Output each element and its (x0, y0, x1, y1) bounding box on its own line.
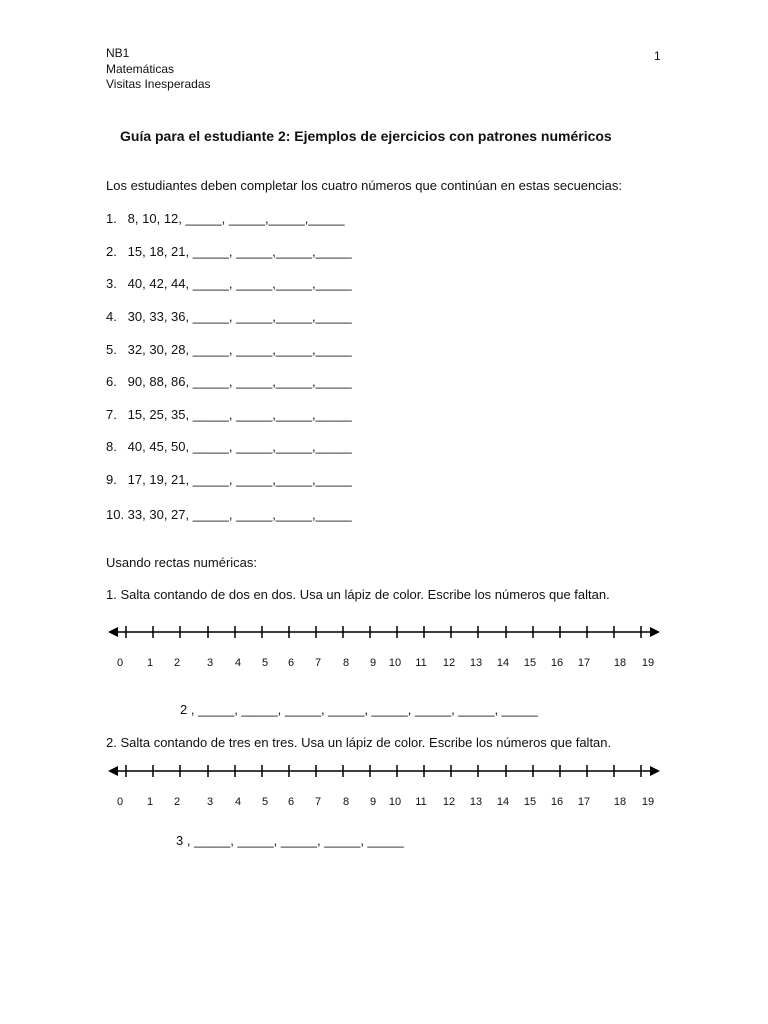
number-line-label: 16 (550, 657, 564, 669)
number-line-label: 18 (613, 657, 627, 669)
number-line-label: 15 (523, 657, 537, 669)
number-line-label: 3 (206, 657, 214, 669)
number-line-label: 0 (116, 657, 124, 669)
number-line-label: 18 (613, 796, 627, 808)
number-line-label: 10 (388, 657, 402, 669)
number-lines-heading: Usando rectas numéricas: (106, 555, 258, 570)
exercise-1-text: 1. Salta contando de dos en dos. Usa un lápiz de color. Escribe los números que faltan. (106, 587, 610, 602)
page-title: Guía para el estudiante 2: Ejemplos de ejercicios con patrones numéricos (120, 128, 612, 144)
number-line-label: 14 (496, 657, 510, 669)
sequence-item: 7. 15, 25, 35, _____, _____,_____,_____ (106, 407, 352, 422)
number-line-label: 19 (641, 657, 655, 669)
number-line-label: 6 (287, 796, 295, 808)
number-line-label: 11 (415, 657, 427, 669)
number-line-label: 5 (261, 657, 269, 669)
number-line-label: 16 (550, 796, 564, 808)
number-line-label: 1 (146, 796, 154, 808)
header-unit: Visitas Inesperadas (106, 77, 211, 91)
sequence-item: 9. 17, 19, 21, _____, _____,_____,_____ (106, 472, 352, 487)
number-line-label: 17 (577, 796, 591, 808)
number-line-label: 15 (523, 796, 537, 808)
sequence-item: 10. 33, 30, 27, _____, _____,_____,_____ (106, 507, 352, 522)
number-line-label: 6 (287, 657, 295, 669)
sequence-item: 6. 90, 88, 86, _____, _____,_____,_____ (106, 374, 352, 389)
number-line-label: 10 (388, 796, 402, 808)
instruction-text: Los estudiantes deben completar los cuatro números que continúan en estas secuencias: (106, 178, 622, 193)
number-line-label: 14 (496, 796, 510, 808)
sequence-item: 3. 40, 42, 44, _____, _____,_____,_____ (106, 276, 352, 291)
right-arrow-icon (650, 627, 660, 637)
number-line-label: 7 (314, 796, 322, 808)
number-line-label: 1 (146, 657, 154, 669)
number-line-label: 8 (342, 796, 350, 808)
exercise-2-answer-line: 3 , _____, _____, _____, _____, _____ (176, 833, 404, 848)
number-line-label: 9 (369, 796, 377, 808)
number-line-label: 12 (442, 796, 456, 808)
number-line-label: 4 (234, 796, 242, 808)
sequence-item: 8. 40, 45, 50, _____, _____,_____,_____ (106, 439, 352, 454)
sequence-item: 2. 15, 18, 21, _____, _____,_____,_____ (106, 244, 352, 259)
exercise-2-text: 2. Salta contando de tres en tres. Usa un lápiz de color. Escribe los números que faltan. (106, 735, 612, 750)
exercise-1-answer-line: 2 , _____, _____, _____, _____, _____, _____, _____, _____ (180, 702, 538, 717)
number-line-label: 9 (369, 657, 377, 669)
number-line-label: 13 (469, 657, 483, 669)
number-line-label: 12 (442, 657, 456, 669)
sequence-item: 1. 8, 10, 12, _____, _____,_____,_____ (106, 211, 345, 226)
number-line-label: 7 (314, 657, 322, 669)
number-line-label: 13 (469, 796, 483, 808)
number-line-label: 17 (577, 657, 591, 669)
number-line-1 (0, 622, 768, 642)
page-number: 1 (654, 49, 661, 63)
number-line-label: 4 (234, 657, 242, 669)
number-line-label: 5 (261, 796, 269, 808)
sequence-item: 5. 32, 30, 28, _____, _____,_____,_____ (106, 342, 352, 357)
header-course: NB1 (106, 46, 130, 60)
header-subject: Matemáticas (106, 62, 175, 76)
number-line-label: 2 (173, 657, 181, 669)
left-arrow-icon (108, 766, 118, 776)
number-line-label: 8 (342, 657, 350, 669)
number-line-label: 11 (415, 796, 427, 808)
number-line-label: 2 (173, 796, 181, 808)
number-line-2 (0, 761, 768, 781)
number-line-label: 19 (641, 796, 655, 808)
number-line-label: 0 (116, 796, 124, 808)
sequence-item: 4. 30, 33, 36, _____, _____,_____,_____ (106, 309, 352, 324)
left-arrow-icon (108, 627, 118, 637)
right-arrow-icon (650, 766, 660, 776)
number-line-label: 3 (206, 796, 214, 808)
